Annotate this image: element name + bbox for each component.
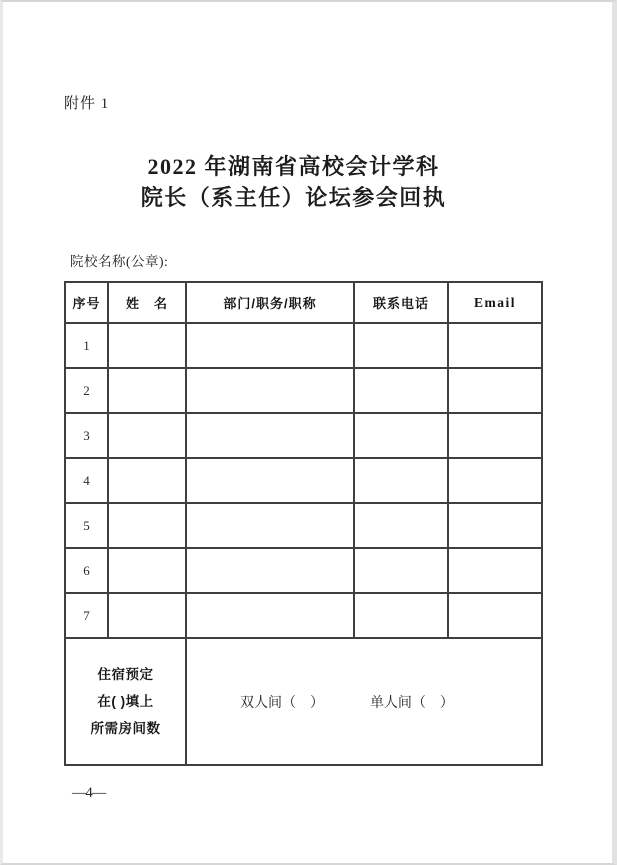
- phone-cell: [354, 548, 448, 593]
- name-cell: [108, 548, 186, 593]
- department-cell: [186, 503, 354, 548]
- registration-table: [64, 281, 543, 766]
- col-header-name: 姓 名: [108, 282, 186, 323]
- phone-cell: [354, 503, 448, 548]
- accommodation-note-line-3: 所需房间数: [90, 721, 161, 736]
- attachment-label: 附件 1: [64, 96, 110, 112]
- accommodation-note-line-2: 在( )填上: [97, 694, 154, 709]
- table-row: [65, 593, 542, 638]
- title-line-1: 2022 年湖南省高校会计学科: [147, 154, 440, 179]
- name-cell: [108, 413, 186, 458]
- table-header-row: [65, 282, 542, 323]
- phone-cell: [354, 458, 448, 503]
- row-number: 4: [65, 458, 108, 503]
- table-row: [65, 368, 542, 413]
- department-cell: [186, 413, 354, 458]
- email-cell: [448, 413, 542, 458]
- email-cell: [448, 458, 542, 503]
- double-room-label: 双人间（ ）: [240, 693, 325, 710]
- row-number: 7: [65, 593, 108, 638]
- department-cell: [186, 593, 354, 638]
- phone-cell: [354, 593, 448, 638]
- row-number: 1: [65, 323, 108, 368]
- col-header-number: 序号: [65, 282, 108, 323]
- table-row: [65, 548, 542, 593]
- department-cell: [186, 548, 354, 593]
- name-cell: [108, 458, 186, 503]
- accommodation-row: [65, 638, 542, 765]
- name-cell: [108, 368, 186, 413]
- table-row: [65, 413, 542, 458]
- col-header-email: Email: [448, 282, 542, 323]
- email-cell: [448, 593, 542, 638]
- accommodation-note-line-1: 住宿预定: [97, 667, 154, 682]
- name-cell: [108, 503, 186, 548]
- email-cell: [448, 503, 542, 548]
- table-row: [65, 458, 542, 503]
- document-title: [3, 151, 584, 213]
- department-cell: [186, 368, 354, 413]
- col-header-phone: 联系电话: [354, 282, 448, 323]
- page-number: —4—: [72, 785, 106, 801]
- single-room-label: 单人间（ ）: [369, 693, 454, 710]
- col-header-department: 部门/职务/职称: [186, 282, 354, 323]
- org-seal-label: 院校名称(公章):: [70, 254, 169, 269]
- table-row: [65, 323, 542, 368]
- row-number: 5: [65, 503, 108, 548]
- name-cell: [108, 593, 186, 638]
- email-cell: [448, 323, 542, 368]
- phone-cell: [354, 368, 448, 413]
- email-cell: [448, 548, 542, 593]
- accommodation-note: [65, 638, 186, 765]
- phone-cell: [354, 413, 448, 458]
- name-cell: [108, 323, 186, 368]
- row-number: 6: [65, 548, 108, 593]
- row-number: 2: [65, 368, 108, 413]
- department-cell: [186, 458, 354, 503]
- room-type-cell: [186, 638, 542, 765]
- title-line-2: 院长（系主任）论坛参会回执: [140, 185, 447, 210]
- department-cell: [186, 323, 354, 368]
- phone-cell: [354, 323, 448, 368]
- table-row: [65, 503, 542, 548]
- email-cell: [448, 368, 542, 413]
- row-number: 3: [65, 413, 108, 458]
